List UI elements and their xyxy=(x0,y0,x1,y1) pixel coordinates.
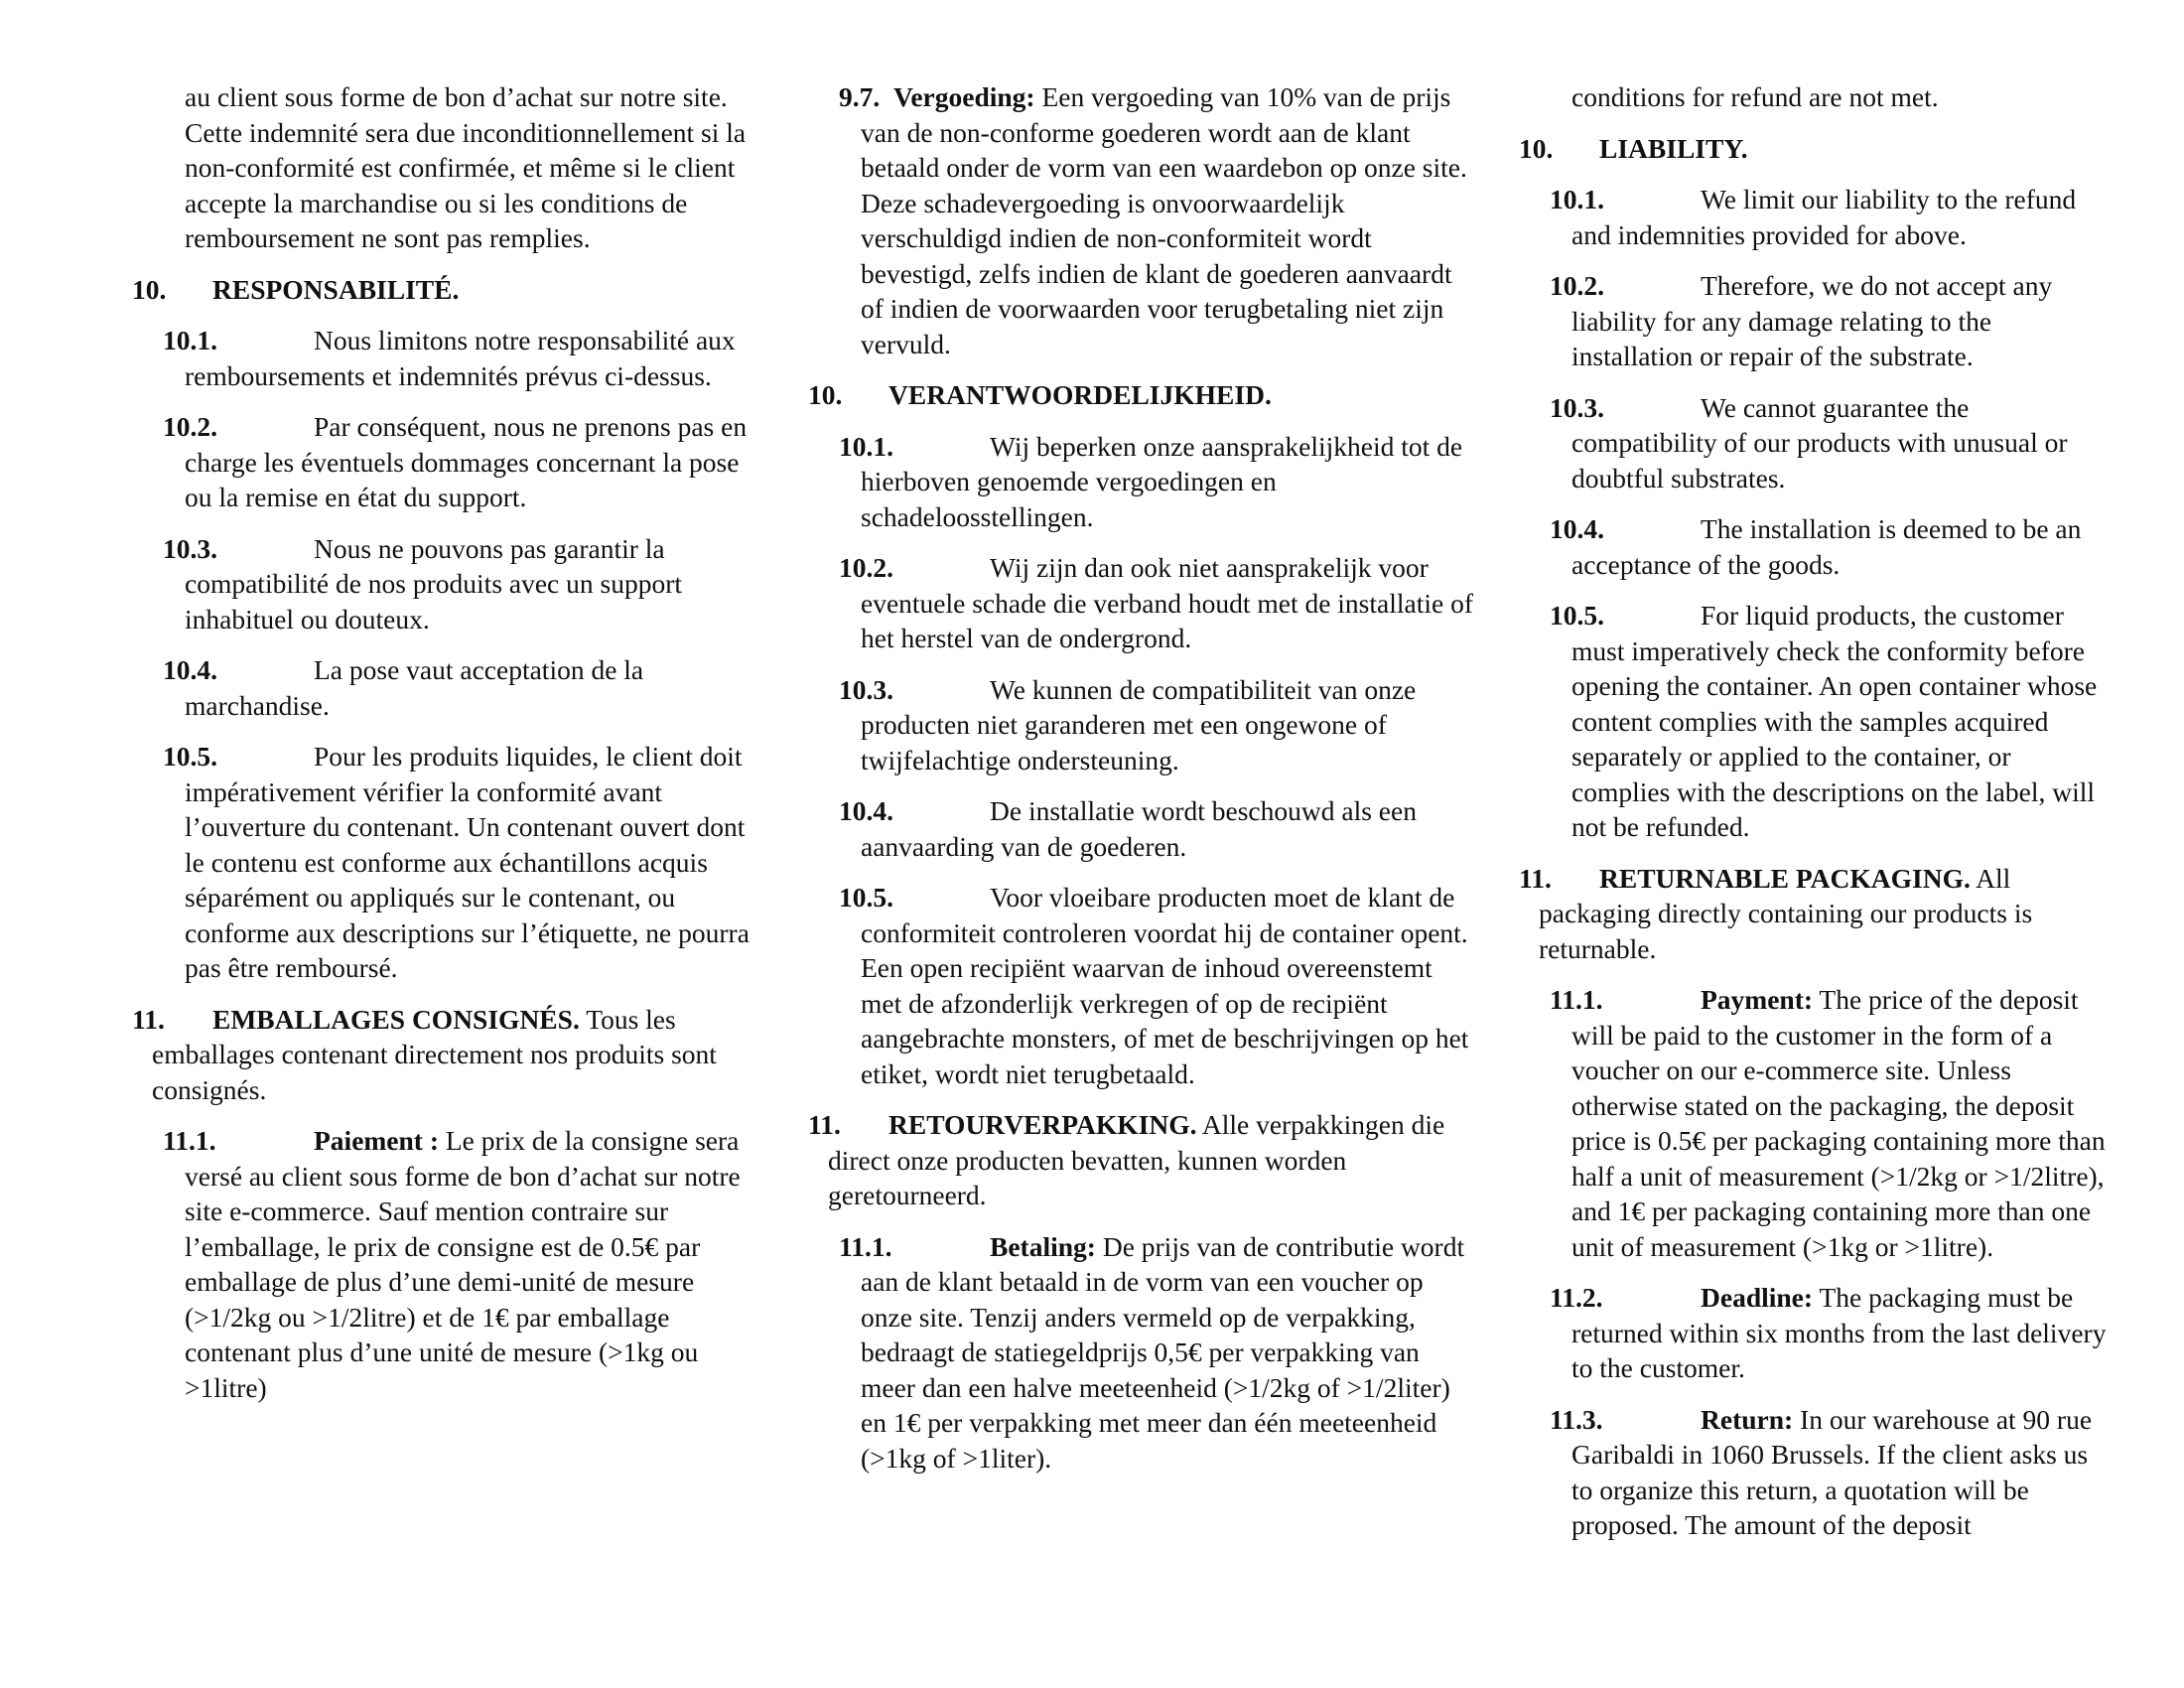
section-text: Tous les emballages contenant directement nos produits sont consignés. xyxy=(152,1003,717,1105)
section-heading-11 xyxy=(808,1107,1479,1213)
clause-text: Par conséquent, nous ne prenons pas en charge les éventuels dommages concernant la pose ou la remise en état du support. xyxy=(185,411,748,512)
clause-text: The price of the deposit will be paid to the customer in the form of a voucher on our e-commerce site. Unless otherwise stated on the packaging, the deposit price is 0.5€ per packaging containing more than half a unit of measurement (>1/2kg or >1/2litre), and 1€ per packaging containing more than one unit of measurement (>1kg or >1litre). xyxy=(1571,984,2106,1262)
section-title: RETOURVERPAKKING. xyxy=(888,1109,1197,1140)
section-number: 10. xyxy=(808,379,843,410)
clause-number: 10.4. xyxy=(1550,513,1604,544)
clause-11-1 xyxy=(132,1123,767,1405)
clause-text: The installation is deemed to be an acceptance of the goods. xyxy=(1571,513,2082,580)
section-title: RESPONSABILITÉ. xyxy=(212,273,460,305)
clause-10-5 xyxy=(808,880,1479,1091)
clause-label: Vergoeding: xyxy=(893,81,1035,112)
clause-number: 10.3. xyxy=(1550,391,1604,423)
section-title: EMBALLAGES CONSIGNÉS. xyxy=(212,1003,580,1035)
clause-11-2 xyxy=(1519,1280,2115,1386)
clause-number: 10.5. xyxy=(839,882,893,913)
clause-label: Paiement : xyxy=(314,1125,439,1156)
section-title: VERANTWOORDELIJKHEID. xyxy=(888,379,1272,410)
clause-text: We limit our liability to the refund and indemnities provided for above. xyxy=(1571,184,2077,250)
clause-number: 10.2. xyxy=(839,552,893,583)
clause-number: 10.1. xyxy=(163,325,217,355)
clause-text: Een vergoeding van 10% van de prijs van de non-conforme goederen wordt aan de klant betaald onder de vorm van een waardebon op onze site. Deze schadevergoeding is onvoorwaardelijk verschuldigd indien de non-conformiteit wordt bevestigd, zelfs indien de klant de goederen aanvaardt of indien de voorwaarden voor terugbetaling niet zijn vervuld. xyxy=(861,81,1467,359)
clause-label: Deadline: xyxy=(1701,1282,1814,1313)
clause-10-2 xyxy=(808,550,1479,656)
clause-label: Betaling: xyxy=(990,1230,1096,1262)
clause-number: 10.3. xyxy=(163,532,217,564)
clause-number: 10.1. xyxy=(1550,184,1604,214)
section-heading-10 xyxy=(808,377,1479,413)
clause-number: 10.5. xyxy=(163,741,217,772)
clause-10-3 xyxy=(132,531,767,637)
clause-number: 10.4. xyxy=(163,654,217,685)
clause-text: The packaging must be returned within six months from the last delivery to the customer. xyxy=(1571,1282,2107,1383)
clause-11-3 xyxy=(1519,1402,2115,1543)
column-dutch xyxy=(808,79,1479,1476)
section-number: 11. xyxy=(1519,862,1552,894)
clause-11-1 xyxy=(808,1229,1479,1477)
clause-10-2 xyxy=(1519,268,2115,374)
clause-10-4 xyxy=(1519,511,2115,582)
continued-paragraph: au client sous forme de bon d’achat sur notre site. Cette indemnité sera due inconditionnellement si la non-conformité est confirmée, et même si le client accepte la marchandise ou si les conditions de remboursement ne sont pas remplies. xyxy=(185,81,747,253)
section-heading-11 xyxy=(132,1002,767,1108)
clause-10-4 xyxy=(132,652,767,723)
clause-10-3 xyxy=(808,672,1479,778)
clause-text: Le prix de la consigne sera versé au client sous forme de bon d’achat sur notre site e-commerce. Sauf mention contraire sur l’emballage, le prix de consigne est de 0.5€ par emballage de plus d’une demi-unité de mesure (>1/2kg ou >1/2litre) et de 1€ par emballage contenant plus d’une unité de mesure (>1kg ou >1litre) xyxy=(185,1125,741,1403)
clause-text: De prijs van de contributie wordt aan de klant betaald in de vorm van een voucher op onze site. Tenzij anders vermeld op de verpakking, bedraagt de statiegeldprijs 0,5€ per verpakking van meer dan een halve meeteenheid (>1/2kg of >1/2liter) en 1€ per verpakking met meer dan één meeteenheid (>1kg of >1liter). xyxy=(861,1230,1465,1474)
clause-text: Voor vloeibare producten moet de klant de conformiteit controleren voordat hij de container opent. Een open recipiënt waarvan de inhoud overeenstemt met de afzonderlijk verkregen of op de recipiënt aangebrachte monsters, of met de beschrijvingen op het etiket, wordt niet terugbetaald. xyxy=(861,882,1469,1089)
clause-number: 10.1. xyxy=(839,430,893,462)
clause-number: 11.2. xyxy=(1550,1282,1603,1313)
column-french xyxy=(132,79,767,1405)
clause-10-1 xyxy=(808,429,1479,535)
clause-text: For liquid products, the customer must imperatively check the conformity before opening the container. An open container whose content complies with the samples acquired separately or applied to the container, or complies with the descriptions on the label, will not be refunded. xyxy=(1571,600,2098,842)
clause-text: Pour les produits liquides, le client doit impérativement vérifier la conformité avant l’ouverture du contenant. Un contenant ouvert dont le contenu est conforme aux échantillons acquis séparément ou appliqués sur le contenant, ou conforme aux descriptions sur l’étiquette, ne pourra pas être remboursé. xyxy=(185,741,750,983)
section-title: RETURNABLE PACKAGING. xyxy=(1599,862,1971,894)
clause-10-5 xyxy=(1519,598,2115,845)
clause-number: 11.1. xyxy=(839,1230,892,1262)
clause-text: Nous ne pouvons pas garantir la compatibilité de nos produits avec un support inhabituel ou douteux. xyxy=(185,532,683,634)
clause-label: Payment: xyxy=(1701,984,1814,1015)
clause-text: De installatie wordt beschouwd als een aanvaarding van de goederen. xyxy=(861,795,1417,862)
section-number: 11. xyxy=(132,1003,165,1035)
clause-9-7 xyxy=(808,79,1479,361)
continued-paragraph: conditions for refund are not met. xyxy=(1571,81,1939,112)
clause-number: 10.5. xyxy=(1550,600,1604,631)
clause-number: 11.1. xyxy=(163,1125,216,1156)
clause-number: 9.7. xyxy=(839,81,881,112)
clause-text: Wij zijn dan ook niet aansprakelijk voor eventuele schade die verband houdt met de installatie of het herstel van de ondergrond. xyxy=(861,552,1473,653)
clause-number: 11.3. xyxy=(1550,1403,1603,1435)
clause-number: 10.2. xyxy=(163,411,217,442)
section-number: 10. xyxy=(132,273,167,305)
clause-text: Therefore, we do not accept any liability for any damage relating to the installation or repair of the substrate. xyxy=(1571,270,2053,371)
clause-10-2 xyxy=(132,409,767,515)
clause-10-3 xyxy=(1519,390,2115,496)
clause-10-1 xyxy=(132,323,767,393)
section-number: 10. xyxy=(1519,132,1554,164)
clause-text: We kunnen de compatibiliteit van onze producten niet garanderen met een ongewone of twijfelachtige ondersteuning. xyxy=(861,673,1417,775)
column-english xyxy=(1519,79,2115,1543)
clause-10-1 xyxy=(1519,182,2115,252)
clause-number: 10.4. xyxy=(839,795,893,826)
clause-text: In our warehouse at 90 rue Garibaldi in 1060 Brussels. If the client asks us to organize this return, a quotation will be proposed. The amount of the deposit xyxy=(1571,1403,2093,1540)
clause-text: Nous limitons notre responsabilité aux remboursements et indemnités prévus ci-dessus. xyxy=(185,325,736,391)
section-text: Alle verpakkingen die direct onze producten bevatten, kunnen worden geretourneerd. xyxy=(828,1109,1445,1210)
section-number: 11. xyxy=(808,1109,841,1140)
clause-number: 11.1. xyxy=(1550,984,1603,1015)
clause-text: We cannot guarantee the compatibility of our products with unusual or doubtful substrates. xyxy=(1571,391,2068,493)
clause-label: Return: xyxy=(1701,1403,1794,1435)
clause-text: Wij beperken onze aansprakelijkheid tot de hierboven genoemde vergoedingen en schadeloosstellingen. xyxy=(861,430,1463,532)
clause-11-1 xyxy=(1519,982,2115,1264)
section-heading-10 xyxy=(132,272,767,308)
clause-10-5 xyxy=(132,739,767,986)
section-text: All packaging directly containing our products is returnable. xyxy=(1539,862,2033,964)
section-heading-11 xyxy=(1519,861,2115,967)
clause-number: 10.2. xyxy=(1550,270,1604,301)
clause-10-4 xyxy=(808,793,1479,864)
section-title: LIABILITY. xyxy=(1599,132,1748,164)
clause-text: La pose vaut acceptation de la marchandise. xyxy=(185,654,644,721)
section-heading-10 xyxy=(1519,131,2115,167)
clause-number: 10.3. xyxy=(839,673,893,705)
